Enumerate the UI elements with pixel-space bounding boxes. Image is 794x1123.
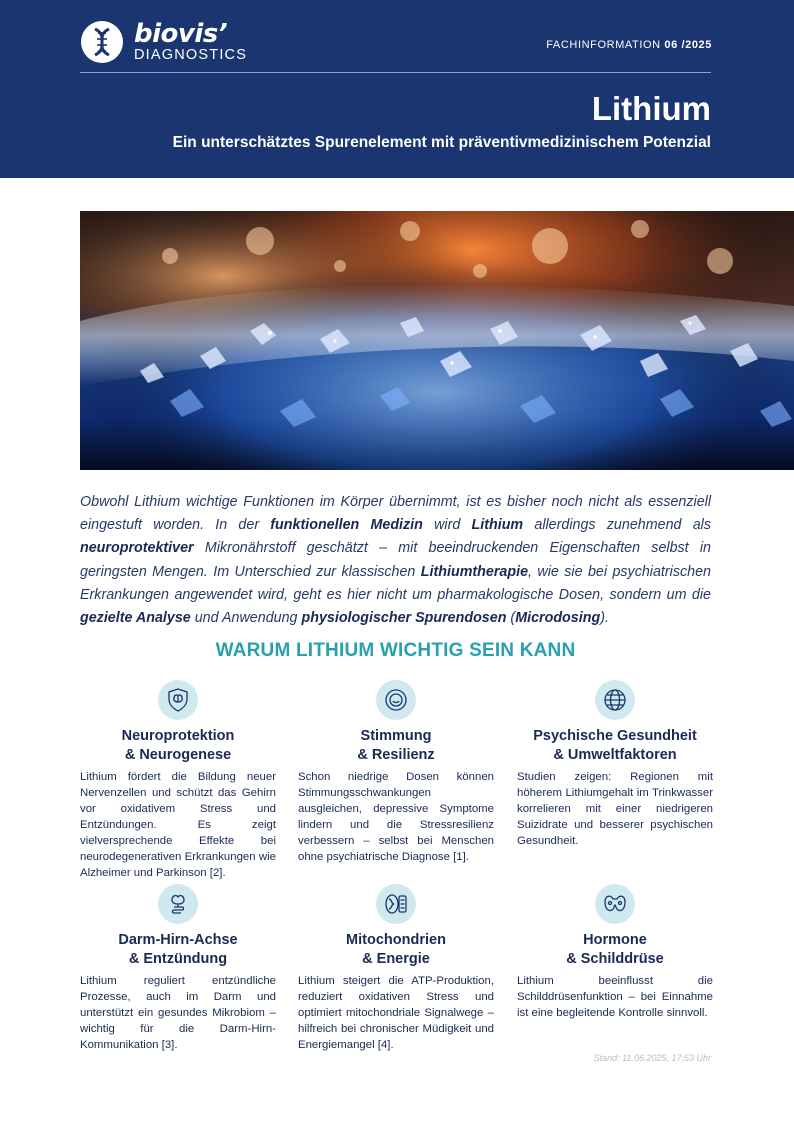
card-mental-health <box>517 680 713 849</box>
intro-bold-2: Lithium <box>471 517 524 534</box>
dna-logo-icon <box>80 20 124 64</box>
thyroid-icon <box>595 884 635 924</box>
gut-brain-icon <box>158 884 198 924</box>
card-title-line-2: & Entzündung <box>128 950 228 967</box>
card-mood <box>298 680 494 865</box>
fachinfo-label <box>546 39 712 51</box>
card-neuroprotection <box>80 680 276 881</box>
card-title <box>298 931 494 968</box>
intro-paragraph <box>80 491 711 630</box>
logo-subline: DIAGNOSTICS <box>134 47 248 64</box>
section-title: WARUM LITHIUM WICHTIG SEIN KANN <box>215 640 576 661</box>
intro-text-5: , wie sie bei psychiatrischen Erkrankungen angewendet wird, geht es hier nicht um pharmakologische Dosen, sondern um die <box>80 563 711 603</box>
intro-bold-5: gezielte Analyse <box>80 610 191 627</box>
card-title-line-1: Hormone <box>583 932 647 948</box>
fachinfo-number: 06 /2025 <box>664 39 712 51</box>
intro-text-8: ). <box>600 610 609 627</box>
card-body: Lithium beeinflusst die Schilddrüsenfunktion – bei Einnahme ist eine begleitende Kontrolle sinnvoll. <box>517 975 713 1019</box>
card-title-line-1: Psychische Gesundheit <box>533 728 697 744</box>
brain-shield-icon <box>158 680 198 720</box>
card-title <box>80 931 276 968</box>
header-banner <box>0 0 794 178</box>
card-title <box>298 727 494 764</box>
intro-text-7: ( <box>506 610 516 627</box>
crystal-illustration <box>80 211 794 470</box>
card-body: Schon niedrige Dosen können Stimmungsschwankungen ausgleichen, depressive Symptome lindern und die Stressresilienz verbessern – selbst bei Menschen ohne psychiatrische Diagnose [1]. <box>298 771 494 863</box>
logo-brand: biovis’ <box>134 19 228 50</box>
intro-bold-7: Microdosing <box>515 610 601 627</box>
card-body: Lithium fördert die Bildung neuer Nervenzellen und schützt das Gehirn vor oxidativem Stress und Entzündungen. Es zeigt vielversprechende Effekte bei neurodegenerativen Erkrankungen wie Alzheimer und Parkinson [2]. <box>80 771 276 879</box>
intro-bold-1: funktionellen Medizin <box>270 517 423 534</box>
intro-bold-3: neuroprotektiver <box>80 540 194 557</box>
intro-text-6: und Anwendung <box>190 610 302 627</box>
card-title-line-2: & Umweltfaktoren <box>553 746 677 763</box>
page-title: Lithium <box>591 90 711 127</box>
card-title-line-2: & Energie <box>362 950 430 967</box>
card-title-line-2: & Neurogenese <box>124 746 232 763</box>
mood-face-icon <box>376 680 416 720</box>
card-title-line-2: & Resilienz <box>357 746 435 763</box>
card-title <box>517 727 713 764</box>
card-mitochondria <box>298 884 494 1053</box>
intro-text-1: Obwohl Lithium wichtige Funktionen im Körper übernimmt, ist es bisher noch nicht als essenziell eingestuft worden. In der <box>80 494 711 534</box>
card-title <box>517 931 713 968</box>
biovis-logo[interactable] <box>80 20 247 64</box>
card-body: Lithium steigert die ATP-Produktion, reduziert oxidativen Stress und optimiert mitochondriale Signalwege – hilfreich bei chronischer Müdigkeit und Energiemangel [4]. <box>298 975 494 1051</box>
card-title-line-1: Neuroprotektion <box>121 728 235 744</box>
intro-bold-4: Lithiumtherapie <box>420 563 529 580</box>
brain-globe-icon <box>595 680 635 720</box>
intro-text-3: allerdings zunehmend als <box>523 517 711 534</box>
fachinfo-text: FACHINFORMATION <box>546 39 661 51</box>
header-divider <box>80 72 711 73</box>
card-title-line-1: Darm-Hirn-Achse <box>118 932 238 948</box>
hero-crystal-image <box>80 211 794 470</box>
card-hormones <box>517 884 713 1021</box>
intro-bold-6: physiologischer Spurendosen <box>301 610 507 627</box>
page-subtitle: Ein unterschätztes Spurenelement mit präventivmedizinischem Potenzial <box>172 134 711 151</box>
card-body: Studien zeigen: Regionen mit höherem Lithiumgehalt im Trinkwasser korrelieren mit einer niedrigeren Suizidrate und besserer psychischen Gesundheit. <box>517 771 713 847</box>
card-title-line-1: Mitochondrien <box>346 932 446 948</box>
mitochondria-battery-icon <box>376 884 416 924</box>
stand-timestamp: Stand: 11.06.2025, 17:53 Uhr <box>593 1053 711 1063</box>
intro-text-2: wird <box>422 517 472 534</box>
card-title-line-2: & Schilddrüse <box>566 950 664 967</box>
card-body: Lithium reguliert entzündliche Prozesse, auch im Darm und unterstützt ein gesundes Mikrobiom – wichtig für die Darm-Hirn-Kommunikation [3]. <box>80 975 276 1051</box>
intro-text-4: Mikronährstoff geschätzt – mit beeindruckenden Eigenschaften selbst in geringsten Mengen. Im Unterschied zur klassischen <box>80 540 711 580</box>
card-title <box>80 727 276 764</box>
logo-wordmark <box>134 21 247 63</box>
card-title-line-1: Stimmung <box>360 728 432 744</box>
card-gut-brain <box>80 884 276 1053</box>
